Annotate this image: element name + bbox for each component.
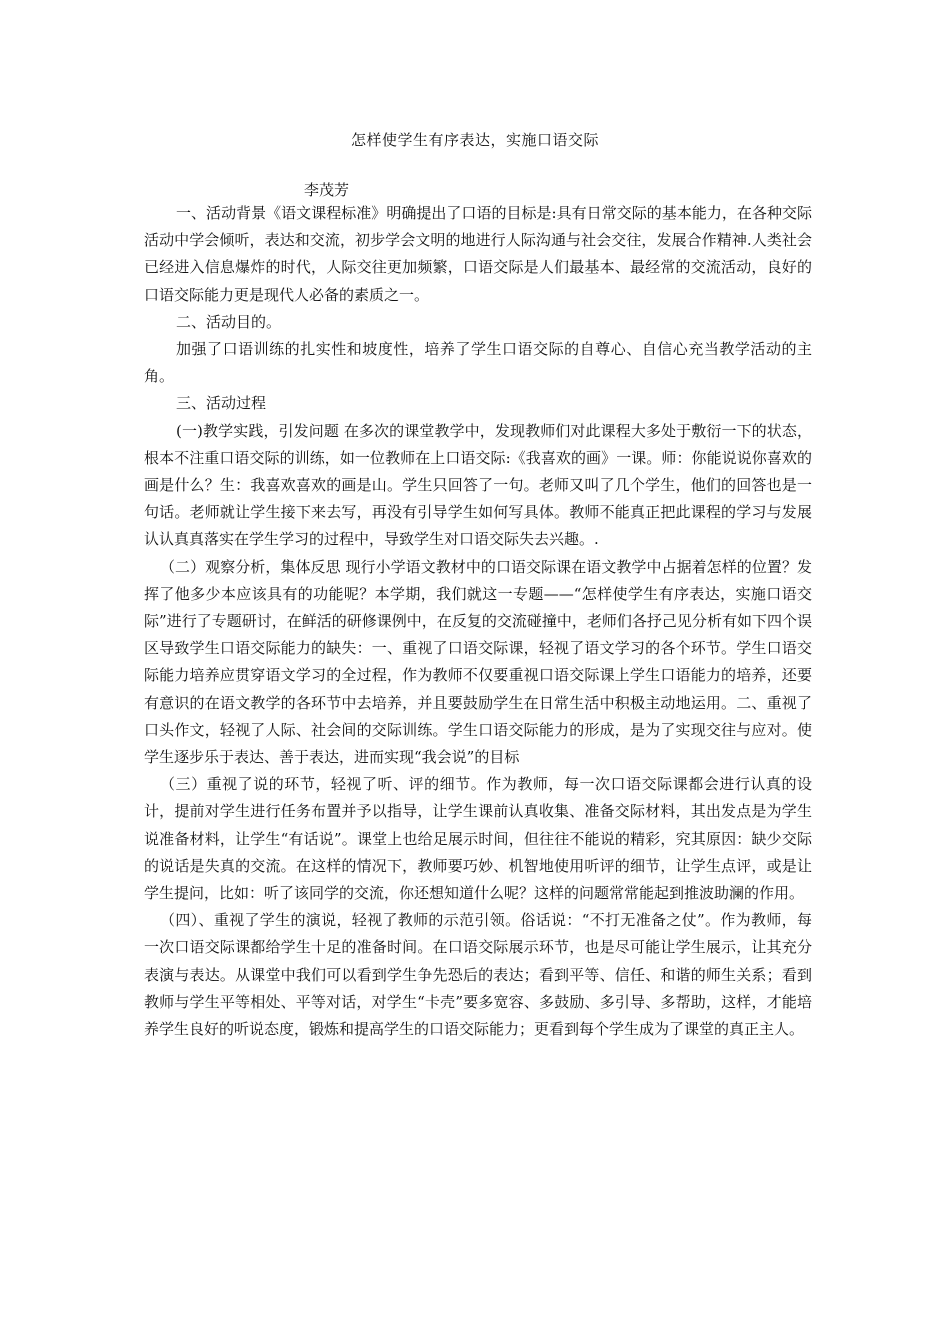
paragraph-practice: (一)教学实践，引发问题 在多次的课堂教学中，发现教师们对此课程大多处于敷衍一下的状态，根本不注重口语交际的训练，如一位教师在上口语交际:《我喜欢的画》一课。师：你能说说你喜欢的画是什么？生：我喜欢喜欢的画是山。学生只回答了一句。老师又叫了几个学生，他们的回答也是一句话。老师就让学生接下来去写，再没有引导学生如何写具体。教师不能真正把此课程的学习与发展认认真真落实在学生学习的过程中，导致学生对口语交际失去兴趣。. bbox=[144, 421, 812, 549]
document-author: 李茂芳 bbox=[304, 181, 350, 199]
section-heading-process: 三、活动过程 bbox=[176, 394, 267, 413]
document-body bbox=[144, 200, 812, 1043]
paragraph-analysis: （二）观察分析，集体反思 现行小学语文教材中的口语交际课在语文教学中占据着怎样的位置？发挥了他多少本应该具有的功能呢？本学期，我们就这一专题——“怎样使学生有序表达，实施口语交际”进行了专题研讨，在鲜活的研修课例中，在反复的交流碰撞中，老师们各抒己见分析有如下四个误区导致学生口语交际能力的缺失：一、重视了口语交际课，轻视了语文学习的各个环节。学生口语交际能力培养应贯穿语文学习的全过程，作为教师不仅要重视口语交际课上学生口语能力的培养，还要有意识的在语文教学的各环节中去培养，并且要鼓励学生在日常生活中积极主动地运用。二、重视了口头作文，轻视了人际、社会间的交际训练。学生口语交际能力的形成，是为了实现交往与应对。使学生逐步乐于表达、善于表达，进而实现“我会说”的目标 bbox=[144, 557, 812, 767]
paragraph-background: 一、活动背景《语文课程标准》明确提出了口语的目标是:具有日常交际的基本能力，在各种交际活动中学会倾听，表达和交流，初步学会文明的地进行人际沟通与社会交往，发展合作精神.人类社会已经进入信息爆炸的时代，人际交往更加频繁，口语交际是人们最基本、最经常的交流活动，良好的口语交际能力更是现代人必备的素质之一。 bbox=[144, 204, 812, 304]
document-title: 怎样使学生有序表达，实施口语交际 bbox=[350, 131, 599, 149]
section-heading-purpose: 二、活动目的。 bbox=[176, 312, 282, 331]
paragraph-listening: （三）重视了说的环节，轻视了听、评的细节。作为教师，每一次口语交际课都会进行认真的设计，提前对学生进行任务布置并予以指导，让学生课前认真收集、准备交际材料，其出发点是为学生说准备材料，让学生“有话说”。课堂上也给足展示时间，但往往不能说的精彩，究其原因：缺少交际的说话是失真的交流。在这样的情况下，教师要巧妙、机智地使用听评的细节，让学生点评，或是让学生提问，比如：听了该同学的交流，你还想知道什么呢？这样的问题常常能起到推波助澜的作用。 bbox=[144, 775, 812, 903]
paragraph-demonstration: （四）、重视了学生的演说，轻视了教师的示范引领。俗话说：“不打无准备之仗”。作为教师，每一次口语交际课都给学生十足的准备时间。在口语交际展示环节，也是尽可能让学生展示，让其充分表演与表达。从课堂中我们可以看到学生争先恐后的表达；看到平等、信任、和谐的师生关系；看到教师与学生平等相处、平等对话，对学生“卡壳”要多宽容、多鼓励、多引导、多帮助，这样，才能培养学生良好的听说态度，锻炼和提高学生的口语交际能力；更看到每个学生成为了课堂的真正主人。 bbox=[144, 911, 812, 1039]
paragraph-purpose: 加强了口语训练的扎实性和坡度性，培养了学生口语交际的自尊心、自信心充当教学活动的主角。 bbox=[144, 340, 812, 386]
